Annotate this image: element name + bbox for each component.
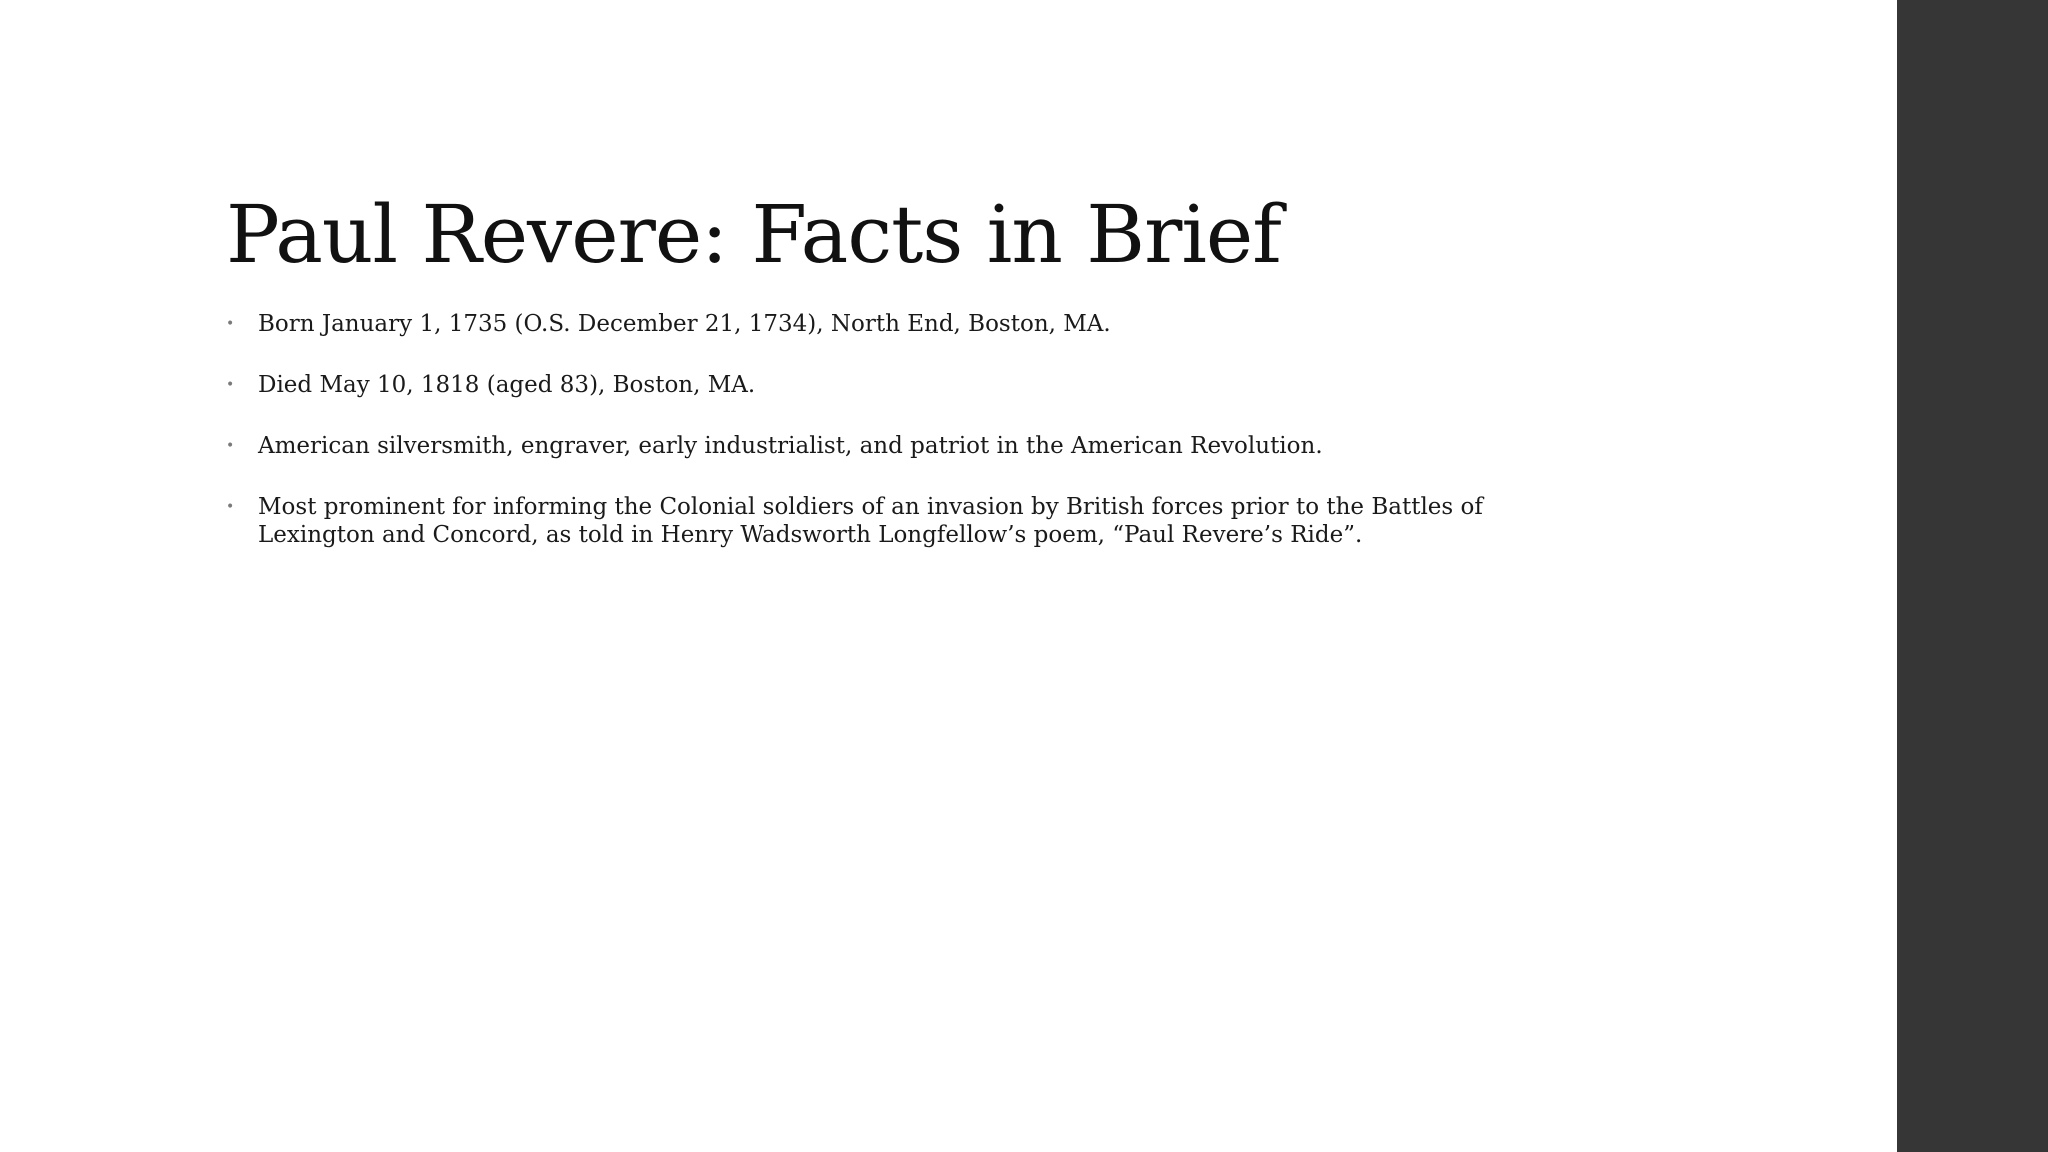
accent-side-bar (1897, 0, 2048, 1152)
slide-title: Paul Revere: Facts in Brief (226, 188, 1281, 281)
bullet-item-died (226, 371, 1606, 399)
bullet-text: Most prominent for informing the Colonial soldiers of an invasion by British forces prior to the Battles of Lexington and Concord, as told in Henry Wadsworth Longfellow’s poem, “Paul Revere’s Ride”. (258, 494, 1483, 548)
bullet-text: American silversmith, engraver, early industrialist, and patriot in the American Revolution. (258, 433, 1323, 459)
bullet-marker: • (226, 499, 235, 515)
bullet-list (226, 310, 1606, 582)
bullet-item-born (226, 310, 1606, 338)
bullet-item-prominence (226, 493, 1606, 549)
bullet-marker: • (226, 438, 235, 454)
bullet-text: Died May 10, 1818 (aged 83), Boston, MA. (258, 372, 756, 398)
bullet-marker: • (226, 316, 235, 332)
bullet-text: Born January 1, 1735 (O.S. December 21, 1734), North End, Boston, MA. (258, 311, 1111, 337)
bullet-item-occupation (226, 432, 1606, 460)
bullet-marker: • (226, 377, 235, 393)
